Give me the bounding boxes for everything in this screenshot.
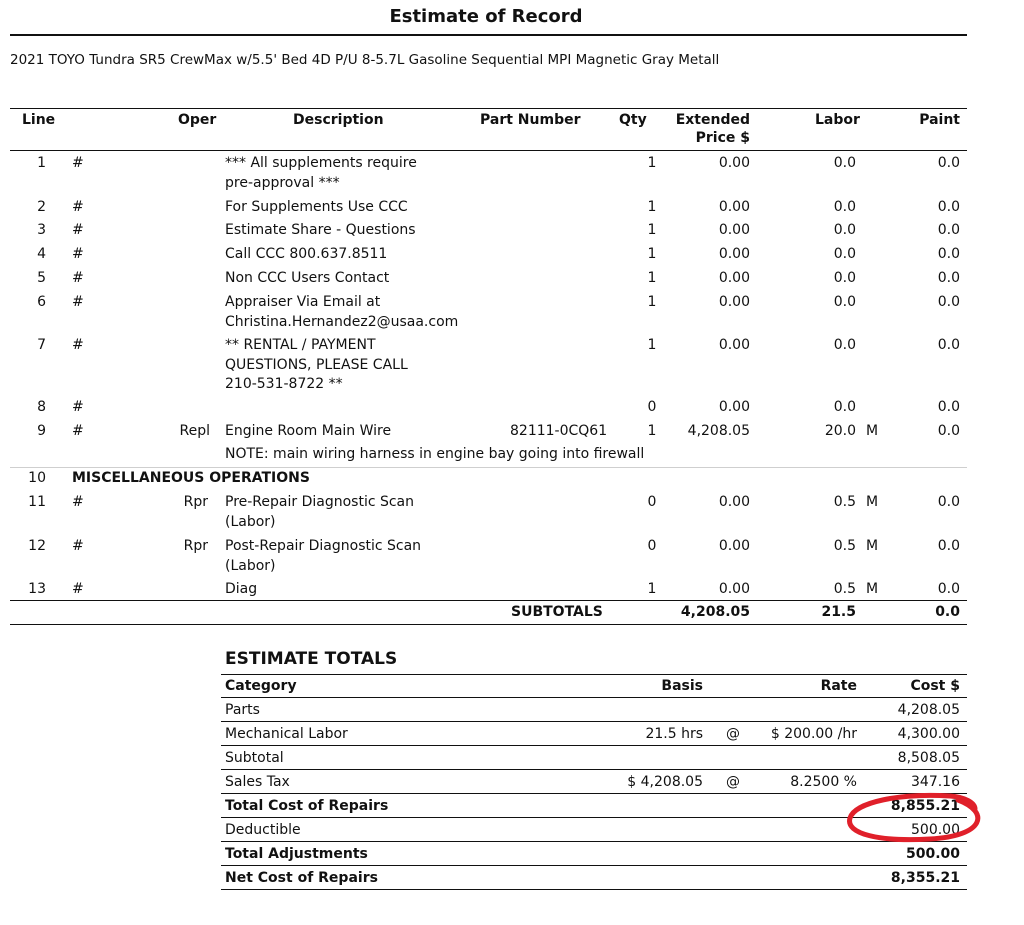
row-extended-price: 0.00 — [718, 294, 750, 310]
col-header-qty: Qty — [619, 112, 647, 128]
row-labor: 0.0 — [833, 270, 856, 286]
row-description: Engine Room Main Wire — [225, 423, 392, 439]
row-line-number: 11 — [28, 494, 46, 510]
row-labor: 0.0 — [833, 199, 856, 215]
row-description: Non CCC Users Contact — [225, 270, 390, 286]
row-paint: 0.0 — [937, 581, 960, 597]
row-mark: # — [72, 155, 84, 171]
totals-row-cost: 8,855.21 — [890, 798, 960, 814]
row-qty: 1 — [647, 294, 657, 310]
row-extended-price: 0.00 — [718, 337, 750, 353]
row-mark: # — [72, 399, 84, 415]
row-mark: # — [72, 222, 84, 238]
totals-row-at: @ — [726, 726, 740, 742]
totals-row-category: Total Adjustments — [225, 846, 368, 862]
col-header-extended: Extended — [675, 112, 750, 128]
row-mark: # — [72, 337, 84, 353]
col-header-oper: Oper — [178, 112, 217, 128]
section-title: MISCELLANEOUS OPERATIONS — [72, 470, 310, 486]
subtotals-label: SUBTOTALS — [511, 604, 603, 620]
row-description: Pre-Repair Diagnostic Scan — [225, 494, 415, 510]
totals-row-category: Mechanical Labor — [225, 726, 348, 742]
row-line-number: 3 — [37, 222, 46, 238]
totals-row-at: @ — [726, 774, 740, 790]
totals-header-cost: Cost $ — [910, 678, 960, 694]
subtotals-labor: 21.5 — [821, 604, 856, 620]
row-labor: 0.0 — [833, 222, 856, 238]
row-qty: 0 — [647, 538, 657, 554]
row-description-2: (Labor) — [225, 514, 276, 530]
row-extended-price: 0.00 — [718, 199, 750, 215]
row-labor: 0.5 — [833, 494, 856, 510]
row-labor: 20.0 — [824, 423, 856, 439]
row-description: Estimate Share - Questions — [225, 222, 416, 238]
row-part-number: 82111-0CQ61 — [510, 423, 608, 439]
totals-row-cost: 4,300.00 — [897, 726, 960, 742]
row-extended-price: 0.00 — [718, 494, 750, 510]
subtotals-paint: 0.0 — [935, 604, 960, 620]
row-description-2: QUESTIONS, PLEASE CALL — [225, 357, 408, 373]
row-paint: 0.0 — [937, 294, 960, 310]
row-line-number: 7 — [37, 337, 46, 353]
totals-row-cost: 4,208.05 — [897, 702, 960, 718]
row-mark: # — [72, 270, 84, 286]
row-description: For Supplements Use CCC — [225, 199, 408, 215]
row-line-number: 6 — [37, 294, 46, 310]
col-header-labor: Labor — [815, 112, 860, 128]
totals-row-cost: 347.16 — [911, 774, 960, 790]
row-paint: 0.0 — [937, 494, 960, 510]
row-paint: 0.0 — [937, 270, 960, 286]
row-qty: 1 — [647, 581, 657, 597]
totals-row-cost: 500.00 — [905, 846, 960, 862]
row-extended-price: 0.00 — [718, 155, 750, 171]
row-paint: 0.0 — [937, 199, 960, 215]
row-mark: # — [72, 494, 84, 510]
col-header-paint: Paint — [919, 112, 960, 128]
row-mark: # — [72, 538, 84, 554]
row-extended-price: 0.00 — [718, 222, 750, 238]
row-line-number: 8 — [37, 399, 46, 415]
totals-row-category: Total Cost of Repairs — [225, 798, 389, 814]
row-labor: 0.0 — [833, 399, 856, 415]
totals-header-basis: Basis — [661, 678, 703, 694]
totals-row-category: Subtotal — [225, 750, 284, 766]
row-description-2: Christina.Hernandez2@usaa.com — [225, 314, 459, 330]
row-line-number: 9 — [37, 423, 46, 439]
row-qty: 1 — [647, 246, 657, 262]
totals-header-category: Category — [225, 678, 297, 694]
totals-row-category: Net Cost of Repairs — [225, 870, 378, 886]
row-description-2: pre-approval *** — [225, 175, 340, 191]
page-title: Estimate of Record — [389, 6, 583, 27]
section-line-number: 10 — [28, 470, 46, 486]
row-9-note: NOTE: main wiring harness in engine bay going into firewall — [225, 446, 645, 462]
row-mark: # — [72, 581, 84, 597]
totals-row-rate: 8.2500 % — [790, 774, 857, 790]
row-qty: 1 — [647, 270, 657, 286]
row-mark: # — [72, 423, 84, 439]
row-description: *** All supplements require — [225, 155, 417, 171]
totals-row-basis: 21.5 hrs — [645, 726, 703, 742]
col-header-description: Description — [293, 112, 384, 128]
row-line-number: 4 — [37, 246, 46, 262]
row-qty: 0 — [647, 399, 657, 415]
annotation-stroke — [850, 795, 978, 839]
row-description: Call CCC 800.637.8511 — [225, 246, 388, 262]
row-labor-flag: M — [866, 538, 879, 554]
totals-row-category: Parts — [225, 702, 260, 718]
row-line-number: 5 — [37, 270, 46, 286]
row-line-number: 1 — [37, 155, 46, 171]
row-extended-price: 0.00 — [718, 538, 750, 554]
row-qty: 0 — [647, 494, 657, 510]
row-labor-flag: M — [866, 494, 879, 510]
totals-row-category: Sales Tax — [225, 774, 290, 790]
row-qty: 1 — [647, 155, 657, 171]
row-description-3: 210-531-8722 ** — [225, 376, 343, 392]
row-qty: 1 — [647, 423, 657, 439]
row-extended-price: 0.00 — [718, 270, 750, 286]
row-labor: 0.0 — [833, 294, 856, 310]
row-description: Diag — [225, 581, 258, 597]
row-labor: 0.5 — [833, 581, 856, 597]
row-oper: Repl — [179, 423, 210, 439]
totals-row-rate: $ 200.00 /hr — [770, 726, 857, 742]
row-paint: 0.0 — [937, 155, 960, 171]
row-paint: 0.0 — [937, 423, 960, 439]
row-description: Appraiser Via Email at — [225, 294, 381, 310]
row-labor: 0.0 — [833, 337, 856, 353]
row-oper: Rpr — [183, 538, 208, 554]
row-paint: 0.0 — [937, 538, 960, 554]
col-header-part-number: Part Number — [480, 112, 581, 128]
row-labor-flag: M — [866, 581, 879, 597]
row-line-number: 12 — [28, 538, 46, 554]
col-header-line: Line — [22, 112, 56, 128]
row-qty: 1 — [647, 199, 657, 215]
estimate-totals-title: ESTIMATE TOTALS — [225, 649, 398, 669]
row-extended-price: 0.00 — [718, 581, 750, 597]
row-paint: 0.0 — [937, 222, 960, 238]
row-mark: # — [72, 294, 84, 310]
row-line-number: 2 — [37, 199, 46, 215]
totals-row-cost: 8,508.05 — [897, 750, 960, 766]
row-description: ** RENTAL / PAYMENT — [225, 337, 376, 353]
totals-row-basis: $ 4,208.05 — [627, 774, 703, 790]
row-extended-price: 0.00 — [718, 399, 750, 415]
row-mark: # — [72, 246, 84, 262]
col-header-price: Price $ — [695, 130, 750, 146]
row-extended-price: 0.00 — [718, 246, 750, 262]
row-paint: 0.0 — [937, 246, 960, 262]
row-description: Post-Repair Diagnostic Scan — [225, 538, 422, 554]
totals-header-rate: Rate — [820, 678, 857, 694]
totals-row-category: Deductible — [225, 822, 301, 838]
row-line-number: 13 — [28, 581, 46, 597]
row-mark: # — [72, 199, 84, 215]
row-labor: 0.0 — [833, 155, 856, 171]
row-labor: 0.0 — [833, 246, 856, 262]
vehicle-description: 2021 TOYO Tundra SR5 CrewMax w/5.5' Bed 4D P/U 8-5.7L Gasoline Sequential MPI Magnetic Gray Metall — [10, 52, 720, 68]
totals-row-cost: 8,355.21 — [890, 870, 960, 886]
row-paint: 0.0 — [937, 337, 960, 353]
row-qty: 1 — [647, 337, 657, 353]
totals-row-cost: 500.00 — [911, 822, 960, 838]
row-qty: 1 — [647, 222, 657, 238]
row-oper: Rpr — [183, 494, 208, 510]
row-description-2: (Labor) — [225, 558, 276, 574]
row-labor: 0.5 — [833, 538, 856, 554]
row-labor-flag: M — [866, 423, 879, 439]
row-paint: 0.0 — [937, 399, 960, 415]
row-extended-price: 4,208.05 — [687, 423, 750, 439]
subtotals-price: 4,208.05 — [680, 604, 750, 620]
